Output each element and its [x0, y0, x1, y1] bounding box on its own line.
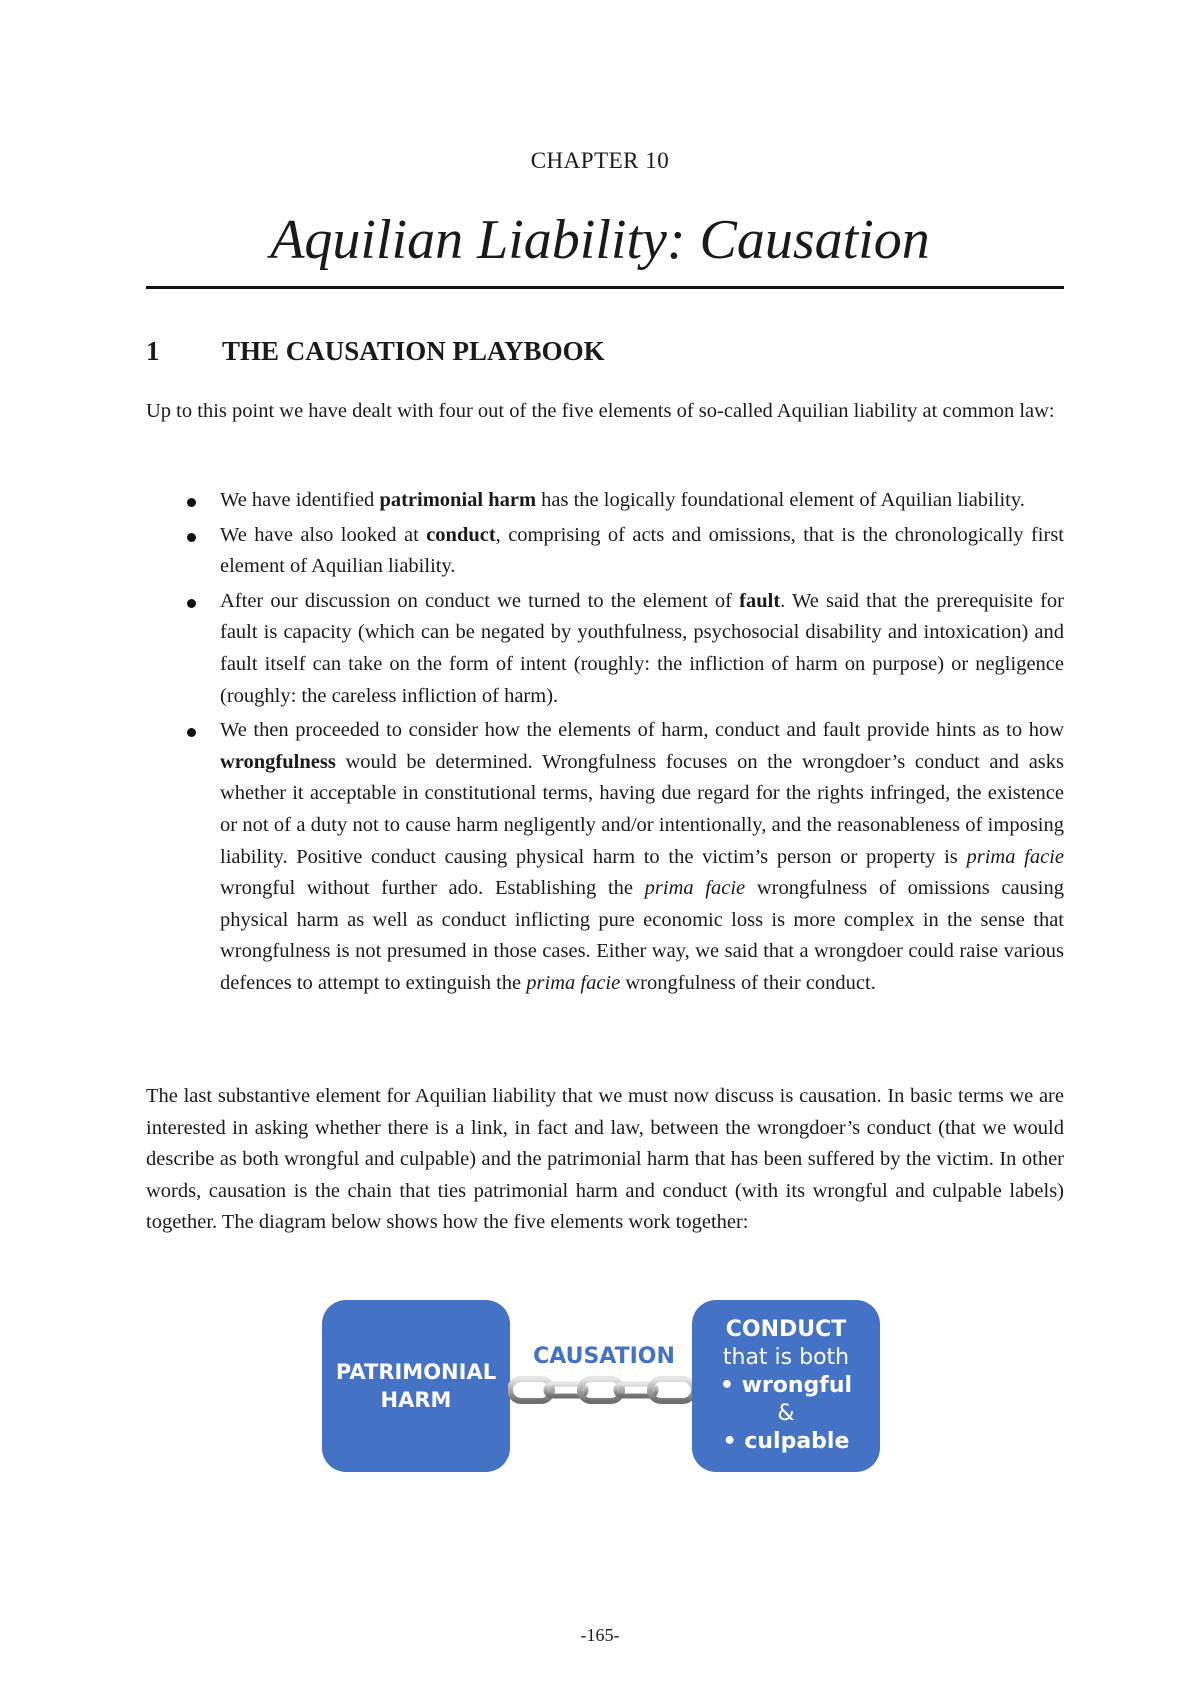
section-heading [146, 336, 605, 367]
bullet-icon [187, 533, 196, 542]
title-divider [146, 286, 1064, 289]
causation-diagram [322, 1300, 882, 1476]
closing-paragraph: The last substantive element for Aquilian liability that we must now discuss is causation. In basic terms we are interested in asking whether there is a link, in fact and law, between the wrongdoer’s conduct (that we would describe as both wrongful and culpable) and the patrimonial harm that has been suffered by the victim. In other words, causation is the chain that ties patrimonial harm and conduct (with its wrongful and culpable labels) together. The diagram below shows how the five elements work together: [146, 1085, 1064, 1234]
chapter-label: CHAPTER 10 [530, 148, 670, 173]
conduct-box: CONDUCT that is both • wrongful & • culpable [692, 1300, 880, 1472]
bullet-icon [187, 728, 196, 737]
causation-label: CAUSATION [533, 1344, 675, 1369]
chain-icon [508, 1370, 698, 1410]
bullet-icon [187, 498, 196, 507]
chapter-title: Aquilian Liability: Causation [270, 209, 930, 271]
patrimonial-harm-box: PATRIMONIAL HARM [322, 1300, 510, 1472]
section-title: THE CAUSATION PLAYBOOK [222, 336, 605, 366]
list-item: After our discussion on conduct we turned to the element of fault. We said that the prerequisite for fault is capacity (which can be negated by youthfulness, psychosocial disability and intoxication) and fault itself can take on the form of intent (roughly: the infliction of harm on purpose) or negligence (roughly: the careless infliction of harm). [146, 586, 1064, 712]
list-item: We have identified patrimonial harm has the logically foundational element of Aquilian liability. [146, 485, 1064, 517]
intro-paragraph: Up to this point we have dealt with four out of the five elements of so-called Aquilian liability at common law: [146, 400, 1055, 422]
bullet-icon [187, 599, 196, 608]
list-item: We then proceeded to consider how the elements of harm, conduct and fault provide hints as to how wrongfulness would be determined. Wrongfulness focuses on the wrongdoer’s conduct and asks whether it acceptable in constitutional terms, having due regard for the rights infringed, the existence or not of a duty not to cause harm negligently and/or intentionally, and the reasonableness of imposing liability. Positive conduct causing physical harm to the victim’s person or property is prima facie wrongful without further ado. Establishing the prima facie wrongfulness of omissions causing physical harm as well as conduct inflicting pure economic loss is more complex in the sense that wrongfulness is not presumed in those cases. Either way, we said that a wrongdoer could raise various defences to attempt to extinguish the prima facie wrongfulness of their conduct. [146, 715, 1064, 999]
list-item: We have also looked at conduct, comprising of acts and omissions, that is the chronologically first element of Aquilian liability. [146, 520, 1064, 583]
section-number: 1 [146, 336, 160, 366]
elements-list [146, 485, 1064, 1003]
page-number: -165- [580, 1625, 620, 1645]
